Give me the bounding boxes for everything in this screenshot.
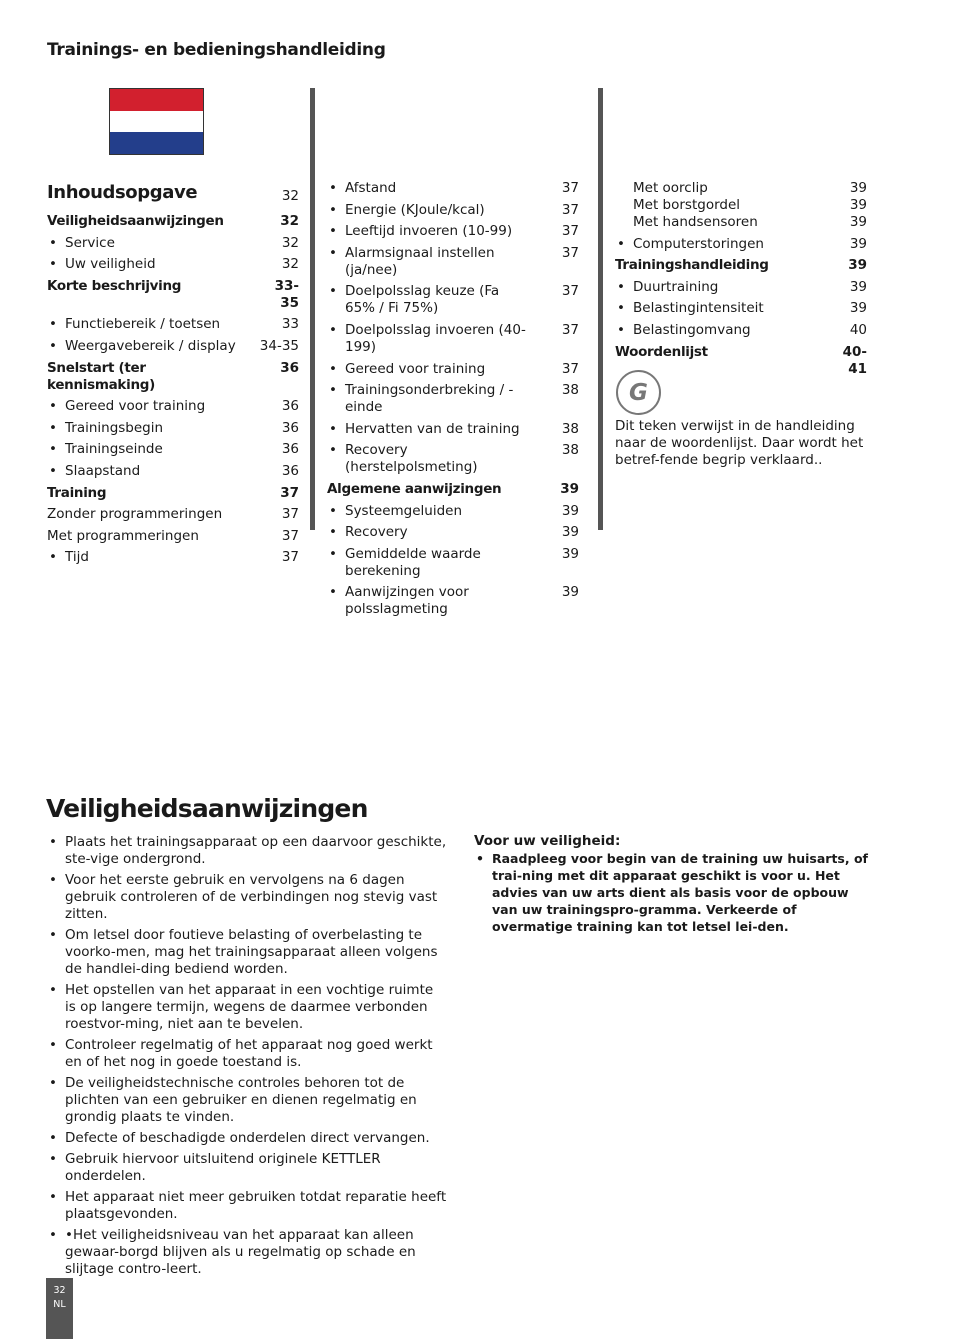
toc-entry-label: Training [47, 484, 107, 501]
toc-entry-label: • Functiebereik / toetsen [47, 316, 259, 333]
toc-entry [327, 283, 579, 317]
toc-entry-page: 39 [561, 545, 579, 562]
toc-entry-page: 36 [281, 398, 299, 415]
toc-entry [47, 549, 299, 566]
toc-entry-label: • Gemiddelde waarde berekening [327, 546, 539, 580]
toc-entry-label: Woordenlijst [615, 343, 708, 360]
toc-entry-label: Met borstgordel [633, 197, 741, 213]
safety-item: • Controleer regelmatig of het apparaat nog goed werkt en of het nog in goede toestand is. [47, 1037, 447, 1071]
toc-entry [615, 344, 867, 378]
glossary-note: Dit teken verwijst in de handleiding naar de woordenlijst. Daar wordt het betref-fende begrip verklaard.. [615, 418, 864, 468]
toc-entry-page: 39 [849, 180, 867, 196]
toc-entry [615, 300, 867, 317]
toc-entry-label: • Gereed voor training [47, 398, 259, 415]
flag-stripe-white [110, 111, 203, 133]
safety-item: • Voor het eerste gebruik en vervolgens na 6 dagen gebruik controleren of de verbindingen nog stevig vast zitten. [47, 872, 447, 923]
toc-entry [47, 485, 299, 502]
toc-entry-label: • Weergavebereik / display [47, 338, 259, 355]
toc-entry-label: • Recovery [327, 524, 539, 541]
toc-entry [327, 546, 579, 580]
toc-entry-label: Algemene aanwijzingen [327, 480, 502, 497]
toc-entry [327, 382, 579, 416]
toc-entry [327, 421, 579, 438]
toc-entry-page: 36 [281, 441, 299, 458]
toc-entry-page: 39 [849, 214, 867, 230]
toc-entry-page: 39 [561, 584, 579, 601]
toc-entry-label: Korte beschrijving [47, 277, 182, 294]
toc-entry-page: 37 [281, 506, 299, 523]
toc-entry-label: Snelstart (ter kennismaking) [47, 359, 155, 393]
toc-entry [47, 463, 299, 480]
toc-entry-label: Veiligheidsaanwijzingen [47, 213, 224, 229]
toc-entry-page: 36 [281, 419, 299, 436]
page-language: NL [53, 1299, 66, 1310]
toc-entry-label: • Trainingseinde [47, 441, 259, 458]
toc-entry-page: 39 [849, 197, 867, 213]
toc-entry [615, 322, 867, 339]
toc-entry-label: Met oorclip [633, 180, 708, 196]
toc-column-1 [47, 182, 299, 571]
toc-entry [47, 235, 299, 252]
safety-item: • Defecte of beschadigde onderdelen direct vervangen. [47, 1130, 447, 1147]
toc-entry [327, 202, 579, 219]
toc-entry-page: 33-35 [274, 277, 299, 311]
toc-entry-page: 37 [561, 321, 579, 338]
toc-entry-page: 37 [561, 360, 579, 377]
toc-column-3 [615, 180, 867, 382]
toc-entry-label: • Doelpolsslag invoeren (40-199) [327, 322, 539, 356]
toc-entry-label: • Afstand [327, 180, 539, 197]
toc-entry-label: • Trainingsonderbreking / -einde [327, 382, 539, 416]
toc-entry-page: 32 [280, 213, 299, 229]
toc-entry [47, 256, 299, 273]
safety-instructions-list [47, 834, 447, 1282]
toc-entry [47, 398, 299, 415]
safety-section-title: Veiligheidsaanwijzingen [46, 794, 368, 823]
toc-entry-label: • Aanwijzingen voor polsslagmeting [327, 584, 539, 618]
toc-entry-label: • Leeftijd invoeren (10-99) [327, 223, 539, 240]
toc-entry [327, 584, 579, 618]
toc-entry [327, 524, 579, 541]
safety-warning-title: Voor uw veiligheid: [474, 833, 621, 849]
column-divider-2 [598, 88, 603, 530]
toc-entry [47, 506, 299, 523]
toc-entry-page: 39 [849, 235, 867, 252]
toc-entry-label: • Tijd [47, 549, 259, 566]
toc-entry [47, 278, 299, 312]
toc-entry [47, 316, 299, 333]
netherlands-flag-icon [109, 88, 204, 155]
flag-stripe-red [110, 89, 203, 111]
safety-warning-text: • Raadpleeg voor begin van de training uw huisarts, of trai-ning met dit apparaat geschikt is voor u. Het advies van uw arts dient als basis voor de opbouw van uw trainingspro-gramma. Verkeerde of overmatige training kan tot letsel lei-den. [474, 850, 869, 935]
toc-entry-label: • Belastingomvang [615, 322, 827, 339]
toc-entry-page: 32 [281, 234, 299, 251]
toc-entry [327, 361, 579, 378]
toc-entry [47, 420, 299, 437]
toc-entry [47, 360, 299, 394]
page-number-tab [46, 1278, 73, 1339]
safety-item: • Plaats het trainingsapparaat op een daarvoor geschikte, ste-vige ondergrond. [47, 834, 447, 868]
page-number: 32 [53, 1285, 66, 1296]
toc-entry-label: Met handsensoren [633, 214, 758, 230]
toc-entry-page: 37 [281, 549, 299, 566]
toc-entry-label: • Alarmsignaal instellen (ja/nee) [327, 245, 539, 279]
toc-entry-page: 37 [561, 180, 579, 196]
flag-stripe-blue [110, 132, 203, 154]
toc-entry-page: 38 [561, 382, 579, 399]
safety-warning-box [474, 833, 869, 935]
toc-entry-page: 39 [561, 502, 579, 519]
toc-entry-page: 36 [280, 359, 299, 376]
toc-entry-label: • Uw veiligheid [47, 256, 259, 273]
toc-entry [47, 528, 299, 545]
toc-entry [327, 223, 579, 240]
toc-entry-page: 39 [560, 480, 579, 497]
toc-entry [615, 236, 867, 253]
toc-entry-page: 32 [281, 256, 299, 273]
toc-entry-label: • Hervatten van de training [327, 421, 539, 438]
toc-entry-page: 34-35 [259, 337, 299, 354]
safety-item: • •Het veiligheidsniveau van het apparaat kan alleen gewaar-borgd blijven als u regelmatig op schade en slijtage contro-leert. [47, 1227, 447, 1278]
toc-entry [615, 214, 867, 231]
toc-entry-page: 38 [561, 442, 579, 459]
toc-entry-label: • Gereed voor training [327, 361, 539, 378]
toc-entry-page: 37 [561, 283, 579, 300]
toc-entry-label: • Systeemgeluiden [327, 503, 539, 520]
toc-entry [327, 180, 579, 197]
toc-entry-page: 32 [281, 188, 299, 204]
toc-entry-label: • Trainingsbegin [47, 420, 259, 437]
toc-entry-page: 37 [561, 223, 579, 240]
column-divider-1 [310, 88, 315, 530]
toc-entry-label: Met programmeringen [47, 527, 199, 544]
safety-item: • Om letsel door foutieve belasting of overbelasting te voorko-men, mag het trainingsapparaat alleen volgens de handlei-ding bediend worden. [47, 927, 447, 978]
toc-entry [47, 182, 299, 207]
toc-entry [327, 481, 579, 498]
toc-entry-label: • Slaapstand [47, 463, 259, 480]
toc-entry-page: 38 [561, 420, 579, 437]
toc-entry-page: 37 [561, 201, 579, 218]
safety-item: • De veiligheidstechnische controles behoren tot de plichten van een gebruiker en dienen regelmatig en grondig plaats te vinden. [47, 1075, 447, 1126]
toc-entry-page: 36 [281, 462, 299, 479]
glossary-g-icon: G [616, 370, 661, 415]
toc-entry [327, 245, 579, 279]
toc-entry [615, 257, 867, 274]
toc-entry-label: • Recovery (herstelpolsmeting) [327, 442, 539, 476]
toc-entry-page: 39 [561, 524, 579, 541]
toc-entry-label: • Computerstoringen [615, 236, 827, 253]
toc-entry [47, 213, 299, 230]
toc-entry-page: 39 [849, 300, 867, 317]
toc-entry-label: Trainingshandleiding [615, 257, 769, 274]
toc-entry-label: Zonder programmeringen [47, 506, 223, 523]
toc-entry [615, 279, 867, 296]
toc-entry [327, 322, 579, 356]
toc-entry-label: • Belastingintensiteit [615, 300, 827, 317]
toc-entry [327, 442, 579, 476]
toc-entry-page: 37 [280, 484, 299, 501]
toc-entry-label: Inhoudsopgave [47, 182, 198, 203]
toc-entry [47, 441, 299, 458]
toc-entry-label: • Service [47, 235, 259, 252]
toc-entry [615, 180, 867, 197]
toc-entry [47, 338, 299, 355]
toc-entry-page: 33 [281, 316, 299, 333]
toc-entry-label: • Doelpolsslag keuze (Fa 65% / Fi 75%) [327, 283, 539, 317]
toc-column-2 [327, 180, 579, 623]
toc-entry-label: • Energie (KJoule/kcal) [327, 202, 539, 219]
toc-entry-page: 39 [849, 278, 867, 295]
safety-item: • Gebruik hiervoor uitsluitend originele KETTLER onderdelen. [47, 1151, 447, 1185]
toc-entry-page: 37 [281, 527, 299, 544]
toc-entry [615, 197, 867, 214]
toc-entry [327, 503, 579, 520]
safety-item: • Het apparaat niet meer gebruiken totdat reparatie heeft plaatsgevonden. [47, 1189, 447, 1223]
page-header-title: Trainings- en bedieningshandleiding [47, 40, 386, 60]
toc-entry-page: 40 [849, 321, 867, 338]
safety-item: • Het opstellen van het apparaat in een vochtige ruimte is op langere termijn, wegens de daarmee verbonden roestvor-ming, niet aan te bevelen. [47, 982, 447, 1033]
toc-entry-page: 37 [561, 244, 579, 261]
toc-entry-page: 39 [848, 257, 867, 274]
toc-entry-page: 40-41 [842, 343, 867, 377]
toc-entry-label: • Duurtraining [615, 279, 827, 296]
